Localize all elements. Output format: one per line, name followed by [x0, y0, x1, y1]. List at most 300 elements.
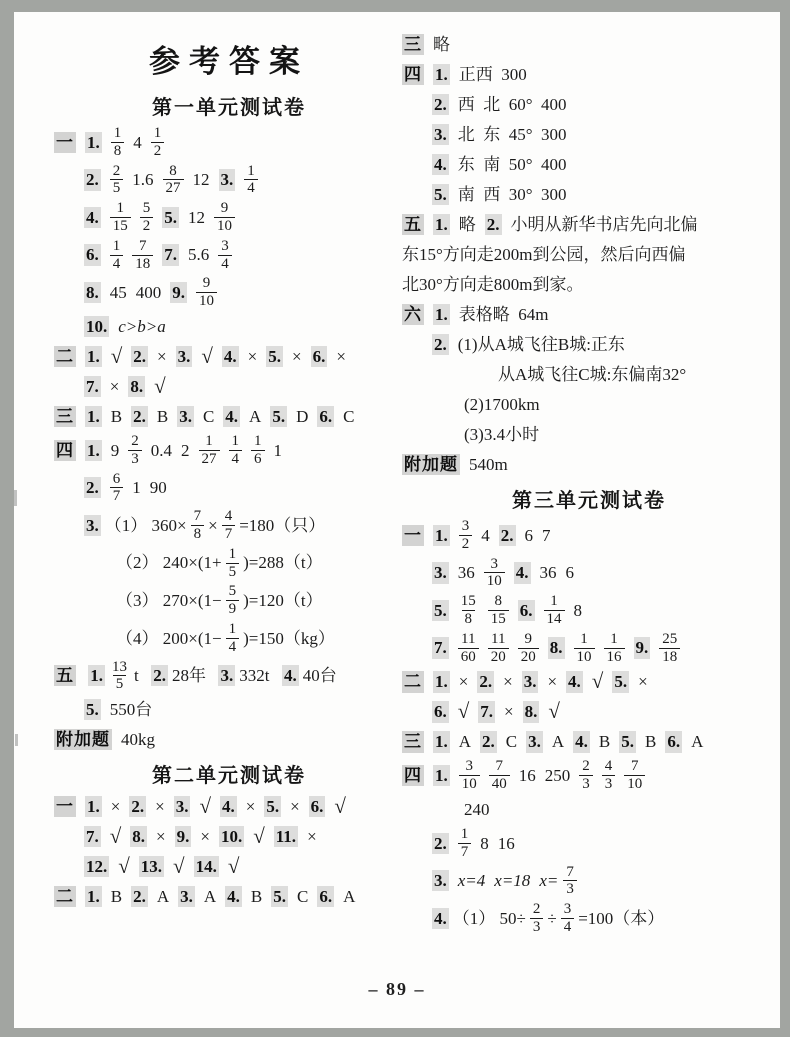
answer-text: C [297, 887, 309, 906]
answer-text: B [110, 887, 123, 906]
fraction-denominator: 16 [604, 648, 625, 666]
answer-line [54, 403, 404, 430]
question-number: 1. [87, 440, 100, 460]
section-marker: 一 [56, 797, 74, 816]
answer-line [402, 271, 776, 298]
fraction-denominator: 14 [544, 610, 565, 628]
section-marker: 三 [404, 732, 422, 752]
scanned-page [14, 12, 780, 1028]
answer-text: 240 [464, 799, 490, 819]
fraction-denominator: 10 [196, 292, 217, 310]
question-number: 6. [319, 887, 333, 906]
fraction [191, 508, 205, 543]
answer-text: 540m [469, 454, 508, 474]
question-number: 6. [519, 600, 533, 620]
question-number: 1. [435, 525, 448, 545]
fraction-numerator: 8 [494, 593, 502, 610]
fraction-numerator: 1 [113, 125, 122, 141]
fraction-denominator: 4 [218, 255, 232, 273]
question-number: 7. [434, 638, 447, 658]
answer-text: B [645, 732, 657, 752]
answer-text: 小明从新华书店先向北偏 [510, 214, 698, 234]
question-number: 4. [434, 154, 447, 174]
fraction-numerator: 7 [139, 237, 147, 254]
question-number: 8. [86, 283, 99, 303]
question-number: 7. [480, 702, 494, 722]
answer-text: × [110, 797, 121, 816]
fraction [530, 901, 544, 936]
question-number: 9. [176, 827, 190, 846]
question-number: 2. [500, 525, 514, 545]
answer-text: √ [110, 343, 123, 368]
question-number: 14. [195, 857, 217, 876]
answer-text: A [343, 887, 356, 906]
fraction-denominator: 3 [128, 450, 142, 468]
answer-text: 4 [133, 132, 142, 152]
fraction [458, 826, 472, 861]
fraction-denominator: 27 [163, 179, 184, 197]
question-number: 3. [177, 346, 191, 366]
fraction-numerator: 1 [228, 620, 237, 637]
answer-text: 南 西 30° 300 [457, 184, 567, 204]
answer-text: 12 [188, 207, 205, 227]
section-marker: 二 [56, 887, 74, 906]
question-number: 1. [90, 666, 103, 686]
answer-text: A [551, 732, 565, 752]
fraction [458, 631, 479, 666]
question-number: 3. [179, 406, 192, 426]
answer-line [54, 696, 404, 723]
answer-line [54, 163, 404, 198]
answer-text: × [156, 827, 166, 846]
answer-line [402, 864, 776, 899]
answer-text: 6 [524, 525, 533, 545]
fraction-numerator: 7 [631, 758, 639, 775]
fraction-denominator: 10 [214, 217, 235, 235]
fraction-denominator: 2 [140, 217, 154, 235]
question-number: 5. [164, 207, 177, 227]
question-number: 3. [523, 672, 537, 692]
question-number: 2. [434, 334, 447, 354]
answer-line [54, 621, 404, 656]
fraction-numerator: 2 [131, 432, 139, 449]
answer-text: )=150（kg） [243, 628, 335, 648]
fraction-denominator: 4 [110, 255, 124, 273]
answer-line [402, 121, 776, 148]
section-marker: 五 [404, 214, 422, 234]
answer-text-italic: x= [539, 871, 559, 891]
fraction-denominator: 40 [489, 775, 510, 793]
fraction-numerator: 11 [461, 630, 476, 647]
answer-text: √ [154, 373, 166, 398]
question-number: 8. [524, 702, 538, 722]
answer-text: =180（只） [239, 515, 326, 535]
question-number: 4. [227, 887, 240, 906]
section-marker: 三 [404, 34, 422, 54]
fraction-numerator: 3 [221, 237, 229, 254]
answer-text: × [638, 672, 648, 692]
fraction-denominator: 9 [226, 600, 240, 618]
question-number: 2. [479, 672, 493, 692]
question-number: 3. [434, 124, 447, 144]
answer-text: A [458, 732, 472, 752]
answer-line [54, 275, 404, 310]
question-number: 2. [434, 833, 447, 853]
fraction [244, 163, 258, 198]
fraction [196, 275, 217, 310]
fraction [132, 238, 153, 273]
answer-text: 40kg [121, 730, 155, 749]
question-number: 7. [86, 376, 99, 396]
fraction-numerator: 9 [524, 630, 532, 647]
fraction-denominator: 3 [602, 775, 616, 793]
question-number: 2. [486, 214, 500, 234]
fraction-numerator: 25 [662, 630, 678, 647]
answer-line [54, 343, 404, 370]
answer-text: √ [118, 854, 130, 879]
answer-text: 8 [573, 600, 582, 620]
fraction-numerator: 7 [193, 508, 202, 525]
fraction [659, 631, 680, 666]
page-title: 参考答案 [149, 44, 309, 79]
section-marker: 附加题 [56, 730, 110, 749]
question-number: 2. [86, 478, 99, 498]
question-number: 2. [133, 346, 147, 366]
fraction [604, 631, 625, 666]
question-number: 3. [220, 666, 234, 686]
answer-line [54, 823, 404, 850]
answer-text: × [504, 702, 514, 722]
question-number: 5. [273, 887, 286, 906]
answer-line [402, 796, 776, 823]
answer-text: （4） 200×(1− [116, 628, 222, 648]
answer-text: (2)1700km [464, 394, 540, 414]
answer-text: 北30°方向走800m到家。 [402, 274, 584, 294]
question-number: 1. [87, 132, 100, 152]
answer-text: B [110, 406, 123, 426]
fraction-numerator: 7 [495, 758, 503, 775]
answer-text: 1 [273, 440, 282, 460]
answer-text: √ [253, 824, 265, 849]
question-number: 6. [667, 732, 681, 752]
answer-text: 36 [539, 563, 557, 583]
fraction-denominator: 27 [199, 450, 220, 468]
answer-line [54, 793, 404, 820]
answer-line [402, 698, 776, 725]
fraction [484, 556, 505, 591]
answer-line [54, 508, 404, 543]
answer-text-italic: c>b>a [118, 316, 166, 336]
fraction-numerator: 1 [247, 162, 255, 179]
answer-text: × [200, 827, 210, 846]
fraction-numerator: 8 [169, 162, 177, 179]
fraction [110, 471, 124, 506]
question-number: 4. [568, 672, 581, 692]
question-number: 1. [87, 346, 100, 366]
fraction-denominator: 10 [484, 572, 505, 590]
question-number: 4. [515, 563, 529, 583]
answer-text: 250 [544, 766, 571, 786]
fraction [459, 758, 480, 793]
fraction-denominator: 18 [132, 255, 153, 273]
answer-text: C [202, 406, 215, 426]
fraction-numerator: 9 [202, 275, 211, 292]
question-number: 1. [435, 304, 448, 324]
fraction-numerator: 9 [220, 200, 229, 217]
fraction-numerator: 3 [563, 901, 572, 918]
fraction-denominator: 10 [574, 648, 595, 666]
fraction [624, 758, 645, 793]
answer-line [402, 241, 776, 268]
answer-text: 16 [497, 833, 515, 853]
question-number: 8. [549, 638, 563, 658]
question-number: 3. [220, 170, 234, 190]
fraction-numerator: 4 [224, 508, 233, 525]
fraction [110, 163, 124, 198]
answer-text: √ [109, 824, 122, 849]
answer-text: √ [548, 699, 560, 724]
question-number: 3. [528, 732, 541, 752]
question-number: 3. [175, 797, 189, 816]
answer-text: × [208, 515, 218, 535]
answer-text: × [292, 346, 302, 366]
section-marker: 四 [56, 440, 74, 460]
answer-text: 略 [433, 34, 450, 54]
question-number: 10. [86, 316, 108, 336]
answer-line [402, 728, 776, 755]
fraction-numerator: 2 [112, 162, 121, 179]
answer-text: 0.4 [150, 440, 172, 460]
question-number: 2. [133, 887, 146, 906]
answer-text: 略 [458, 214, 476, 234]
answer-line [402, 211, 776, 238]
fraction-denominator: 3 [530, 918, 544, 936]
question-number: 1. [435, 672, 448, 692]
fraction-denominator: 3 [563, 880, 577, 898]
answer-text: 东15°方向走200m到公园，然后向西偏 [402, 244, 686, 264]
answer-text: × [547, 672, 558, 692]
fraction [574, 631, 595, 666]
answer-text: （1） 50÷ [452, 908, 526, 928]
question-number: 1. [435, 64, 448, 84]
answer-text: 4 [481, 525, 490, 545]
fraction-denominator: 60 [458, 648, 479, 666]
fraction-numerator: 3 [465, 758, 473, 775]
question-number: 5. [434, 600, 447, 620]
section-marker: 二 [56, 346, 74, 366]
fraction-numerator: 1 [116, 200, 124, 217]
question-number: 1. [435, 732, 448, 752]
fraction [488, 593, 509, 628]
answer-text: √ [173, 854, 185, 879]
question-number: 5. [266, 797, 280, 816]
fraction-denominator: 7 [222, 525, 236, 543]
question-number: 4. [221, 797, 235, 816]
fraction-denominator: 2 [459, 535, 473, 553]
fraction-denominator: 4 [244, 179, 258, 197]
question-number: 8. [130, 376, 144, 396]
fraction [151, 125, 165, 160]
answer-line [402, 31, 776, 58]
answer-text: （2） 240×(1+ [116, 553, 222, 573]
answer-text: B [598, 732, 611, 752]
section-marker: 四 [404, 64, 422, 84]
question-number: 5. [614, 672, 628, 692]
fraction-denominator: 4 [561, 918, 575, 936]
answer-line [54, 883, 404, 910]
answer-line [54, 659, 404, 694]
question-number: 1. [435, 766, 448, 786]
question-number: 2. [482, 732, 495, 752]
question-number: 12. [86, 857, 108, 876]
question-number: 7. [164, 245, 177, 265]
question-number: 1. [87, 797, 100, 816]
question-number: 4. [283, 666, 297, 686]
question-number: 5. [86, 700, 99, 719]
fraction [459, 518, 473, 553]
question-number: 6. [434, 702, 447, 722]
answer-line [402, 91, 776, 118]
question-number: 6. [86, 245, 99, 265]
question-number: 4. [223, 346, 237, 366]
question-number: 10. [220, 827, 243, 846]
fraction [226, 621, 240, 656]
right-column [402, 28, 776, 939]
answer-text: 5.6 [188, 245, 210, 265]
fraction [229, 433, 243, 468]
question-number: 4. [575, 732, 588, 752]
question-number: 1. [87, 887, 100, 906]
unit-heading: 第一单元测试卷 [152, 97, 306, 119]
section-marker: 二 [404, 672, 422, 692]
answer-text: 332t [239, 666, 278, 686]
fraction-numerator: 1 [205, 432, 213, 449]
fraction [226, 583, 240, 618]
fraction-numerator: 13 [112, 658, 127, 675]
fraction-numerator: 1 [228, 545, 237, 562]
fraction-numerator: 1 [580, 630, 588, 647]
answer-text: √ [591, 669, 604, 694]
answer-text: (1)从A城飞往B城:正东 [457, 334, 625, 354]
question-number: 2. [131, 797, 145, 816]
fraction [111, 125, 125, 160]
answer-line [402, 331, 776, 358]
answer-line [402, 593, 776, 628]
fraction-denominator: 7 [110, 487, 124, 505]
answer-text: 7 [542, 525, 551, 545]
answer-line [54, 853, 404, 880]
fraction-numerator: 11 [491, 630, 506, 647]
answer-text: √ [201, 343, 213, 368]
fraction [251, 433, 265, 468]
answer-text: A [249, 406, 262, 426]
answer-text: 2 [181, 440, 190, 460]
unit-heading: 第三单元测试卷 [512, 490, 666, 512]
answer-line [402, 181, 776, 208]
question-number: 11. [275, 827, 297, 846]
answer-text: 表格略 64m [458, 304, 549, 324]
fraction [109, 659, 130, 694]
answer-text-italic: x=4 [457, 871, 486, 891]
fraction [226, 546, 240, 581]
question-number: 1. [435, 214, 448, 234]
answer-line [54, 471, 404, 506]
fraction [140, 200, 154, 235]
fraction [489, 758, 510, 793]
answer-text: )=288（t） [243, 553, 323, 573]
answer-text: C [505, 732, 518, 752]
answer-text: 东 南 50° 400 [457, 154, 567, 174]
unit-heading: 第二单元测试卷 [152, 765, 306, 788]
answer-line [402, 901, 776, 936]
question-number: 6. [319, 406, 333, 426]
fraction [518, 631, 539, 666]
fraction [222, 508, 236, 543]
question-number: 5. [268, 346, 281, 366]
fraction-numerator: 3 [461, 518, 470, 534]
fraction [458, 593, 479, 628]
answer-line [54, 433, 404, 468]
fraction-numerator: 1 [231, 432, 239, 449]
fraction-numerator: 2 [582, 758, 590, 775]
fraction [561, 901, 575, 936]
question-number: 7. [86, 827, 99, 846]
answer-line [54, 238, 404, 273]
answer-line [402, 61, 776, 88]
fraction-denominator: 20 [518, 648, 539, 666]
fraction-denominator: 8 [111, 142, 125, 160]
answer-text: 90 [149, 478, 167, 498]
left-column [54, 34, 404, 913]
fraction-numerator: 5 [228, 583, 237, 600]
fraction-numerator: 5 [142, 200, 151, 217]
fraction-denominator: 5 [110, 179, 124, 197]
fraction [602, 758, 616, 793]
fraction [110, 238, 124, 273]
answer-text: × [155, 797, 165, 816]
question-number: 3. [180, 887, 193, 906]
question-number: 4. [434, 908, 447, 928]
answer-line [402, 361, 776, 388]
question-number: 13. [140, 857, 163, 876]
answer-text: √ [334, 794, 346, 819]
fraction-numerator: 1 [550, 593, 558, 610]
question-number: 3. [86, 515, 99, 535]
fraction-denominator: 8 [462, 610, 476, 628]
answer-text: A [691, 732, 704, 752]
answer-line [402, 518, 776, 553]
answer-line [402, 556, 776, 591]
answer-text: × [503, 672, 513, 692]
section-marker: 四 [404, 766, 422, 786]
answer-line [402, 631, 776, 666]
fraction-denominator: 4 [229, 450, 243, 468]
fraction-denominator: 8 [191, 525, 205, 543]
answer-text-italic: x=18 [494, 871, 531, 891]
fraction-denominator: 2 [151, 142, 165, 160]
section-marker: 三 [56, 406, 74, 426]
answer-text: 28年 [171, 666, 215, 686]
answer-text: 36 [457, 563, 475, 583]
fraction-denominator: 6 [251, 450, 265, 468]
question-number: 1. [87, 406, 100, 426]
answer-text: （3） 270×(1− [116, 591, 222, 611]
answer-text: 9 [110, 440, 120, 460]
question-number: 9. [635, 638, 649, 658]
answer-line [402, 758, 776, 793]
fraction-numerator: 1 [112, 237, 121, 254]
answer-text: 从A城飞往C城:东偏南32° [498, 364, 687, 384]
